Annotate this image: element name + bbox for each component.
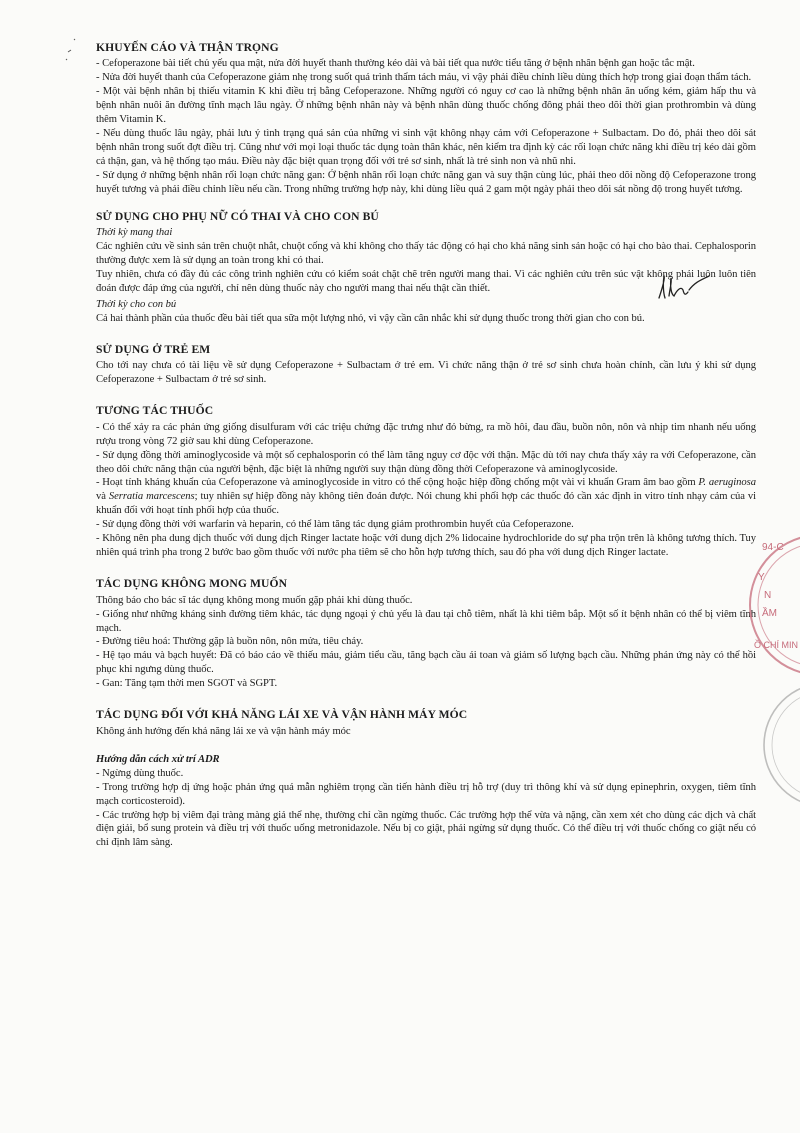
stamp-text: N (764, 590, 772, 601)
subheading: Thời kỳ cho con bú (96, 299, 177, 311)
section-title: SỬ DỤNG CHO PHỤ NỮ CÓ THAI VÀ CHO CON BÚ (96, 209, 379, 223)
paragraph: - Cefoperazone bài tiết chủ yếu qua mật, nửa đời huyết thanh thường kéo dài và bài tiết qua nước tiểu tăng ở bệnh nhân bệnh gan hoặc tắc mật. (96, 58, 695, 70)
paragraph: - Đường tiêu hoá: Thường gặp là buồn nôn, nôn mửa, tiêu chảy. (96, 636, 364, 648)
section-driving (96, 707, 756, 850)
section-title: TƯƠNG TÁC THUỐC (96, 404, 214, 418)
paragraph: - Các trường hợp bị viêm đại tràng màng giả thể nhẹ, thường chỉ cần ngừng thuốc. Các trường hợp thể vừa và nặng, cần xem xét cho dùng các dịch và chất điện giải, bổ sung protein và điều trị với thuốc uống metronidazole. Nếu bị co giật, phải ngừng sử dụng thuốc. Có thể điều trị với thuốc chống co giật nếu có chỉ định lâm sàng. (96, 809, 756, 849)
paragraph: Các nghiên cứu về sinh sản trên chuột nhắt, chuột cống và khỉ không cho thấy tác động có hại cho khả năng sinh sản hoặc có hại cho bào thai. Cephalosporin thường được xem là sử dụng an toàn trong khi có thai. (96, 241, 756, 267)
stamp-text: 94-C (762, 542, 784, 553)
section-title: SỬ DỤNG Ở TRẺ EM (96, 343, 211, 357)
stamp-text: Y (758, 572, 765, 583)
paragraph: - Nếu dùng thuốc lâu ngày, phải lưu ý tình trạng quá sản của những vi sinh vật không nhạy cảm với Cefoperazone + Sulbactam. Do đó, phải theo dõi sát bệnh nhân trong suốt đợt điều trị. Cũng như với mọi loại thuốc tác dụng toàn thân khác, nên kiểm tra định kỳ các rối loạn chức năng khi điều trị kéo dài gồm cả thận, gan, và hệ thống tạo máu. Điều này đặc biệt quan trọng đối với trẻ sơ sinh, nhất là trẻ sinh non và nhũ nhi. (96, 128, 756, 168)
paragraph: - Giống như những kháng sinh đường tiêm khác, tác dụng ngoại ý chủ yếu là đau tại chỗ tiêm, nhất là khi tiêm bắp. Một số ít bệnh nhân có thể bị viêm tĩnh mạch. (96, 608, 756, 634)
paragraph: - Có thể xảy ra các phản ứng giống disulfuram với các triệu chứng đặc trưng như đỏ bừng, ra mồ hôi, đau đầu, buồn nôn, nôn và nhịp tim nhanh nếu uống rượu trong vòng 72 giờ sau khi dùng Cefoperazone. (96, 421, 756, 447)
paragraph: - Sử dụng đồng thời aminoglycoside và một số cephalosporin có thể làm tăng nguy cơ độc với thận. Mặc dù tới nay chưa thấy xảy ra với Cefoperazone, cần theo dõi chức năng thận của người bệnh, đặc biệt là những người suy thận dùng đồng thời Cefoperazone và aminoglycoside. (96, 449, 756, 475)
subheading: Hướng dẫn cách xử trí ADR (96, 753, 220, 765)
paragraph: - Không nên pha dung dịch thuốc với dung dịch Ringer lactate hoặc với dung dịch 2% lidocaine hydrochloride do sự pha trộn trên là không tương thích. Tuy nhiên quá trình pha trong 2 bước bao gồm thuốc với nước pha tiêm sẽ cho hỗn hợp tương thích, sau đó pha với dung dịch Ringer lactate. (96, 533, 756, 559)
paragraph: Cho tới nay chưa có tài liệu về sử dụng Cefoperazone + Sulbactam ở trẻ em. Vì chức năng thận ở trẻ sơ sinh chưa hoàn chỉnh, cần lưu ý khi sử dụng Cefoperazone + Sulbactam ở trẻ sơ sinh. (96, 360, 756, 386)
paragraph: Thông báo cho bác sĩ tác dụng không mong muốn gặp phải khi dùng thuốc. (96, 594, 413, 606)
text-run: ; tuy nhiên sự hiệp đồng này không tiên đoán được. Nói chung khi phối hợp các thuốc đó cần xác định in vitro tính nhạy cảm của vi khuẩn đối với hoạt tính phối hợp của thuốc. (96, 491, 757, 517)
section-warnings (96, 40, 756, 197)
scan-artifact-mark (60, 30, 100, 70)
section-adverse-effects (96, 576, 756, 691)
stamp-text: Ồ CHÍ MIN (754, 640, 798, 650)
paragraph: - Gan: Tăng tạm thời men SGOT và SGPT. (96, 678, 278, 690)
paragraph: - Hệ tạo máu và bạch huyết: Đã có báo cáo về thiếu máu, giảm tiểu cầu, tăng bạch cầu ái toan và giảm số lượng bạch cầu. Những phản ứng này có thể hồi phục khi ngưng dùng thuốc. (96, 650, 756, 676)
section-title: TÁC DỤNG KHÔNG MONG MUỐN (96, 577, 288, 591)
section-pregnancy (96, 209, 756, 326)
paragraph: - Một vài bệnh nhân bị thiếu vitamin K khi điều trị bằng Cefoperazone. Những người có nguy cơ cao là những bệnh nhân ăn uống kém, giảm hấp thu và bệnh nhân nuôi ăn đường tĩnh mạch lâu ngày. Ở những bệnh nhân này và bệnh nhân dùng thuốc chống đông phải theo dõi thời gian prothrombin và dùng thêm Vitamin K. (96, 86, 756, 126)
company-stamp (742, 520, 800, 690)
species-name: P. aeruginosa (698, 477, 756, 489)
species-name: Serratia marcescens (108, 491, 195, 503)
signature-mark (655, 272, 715, 304)
paragraph: - Ngừng dùng thuốc. (96, 767, 184, 779)
paragraph: - Nửa đời huyết thanh của Cefoperazone giảm nhẹ trong suốt quá trình thẩm tách máu, vì vậy phải điều chỉnh liều dùng thích hợp trong giai đoạn thẩm tách. (96, 72, 752, 84)
paragraph: - Sử dụng đồng thời với warfarin và heparin, có thể làm tăng tác dụng giảm prothrombin huyết của Cefoperazone. (96, 519, 574, 531)
paragraph (96, 476, 756, 518)
paragraph: - Sử dụng ở những bệnh nhân rối loạn chức năng gan: Ở bệnh nhân rối loạn chức năng gan và suy thận cùng lúc, phải theo dõi nồng độ Cefoperazone trong huyết tương và phải điều chỉnh liều nếu cần. Trong những trường hợp này, khi dùng liều quá 2 gam một ngày phải theo dõi sát nồng độ trong huyết tương. (96, 170, 756, 196)
stamp-text: ẦM (762, 608, 777, 619)
text-run: và (96, 491, 109, 503)
document-page (96, 40, 756, 866)
section-interactions (96, 403, 756, 560)
paragraph: Không ảnh hưởng đến khả năng lái xe và vận hành máy móc (96, 725, 351, 737)
paragraph: Tuy nhiên, chưa có đầy đủ các công trình nghiên cứu có kiểm soát chặt chẽ trên người mang thai. Vì các nghiên cứu trên súc vật không phải luôn luôn tiên đoán được đáp ứng của người, chỉ nên dùng thuốc này cho người mang thai nếu thật cần thiết. (96, 269, 756, 295)
section-children (96, 342, 756, 387)
paragraph: Cả hai thành phần của thuốc đều bài tiết qua sữa một lượng nhỏ, vì vậy cần cân nhắc khi sử dụng thuốc trong thời gian cho con bú. (96, 313, 645, 325)
subheading: Thời kỳ mang thai (96, 227, 173, 239)
section-title: KHUYẾN CÁO VÀ THẬN TRỌNG (96, 41, 279, 54)
section-title: TÁC DỤNG ĐỐI VỚI KHẢ NĂNG LÁI XE VÀ VẬN HÀNH MÁY MÓC (96, 708, 468, 722)
secondary-stamp (748, 670, 800, 820)
text-run: - Hoạt tính kháng khuẩn của Cefoperazone và aminoglycoside in vitro có thể cộng hoặc hiệp đồng chống một vài vi khuẩn Gram âm bao gồm (96, 477, 699, 489)
paragraph: - Trong trường hợp dị ứng hoặc phản ứng quá mẫn nghiêm trọng cần tiến hành điều trị hỗ trợ (duy trì thông khí và sử dụng epinephrin, oxygen, tiêm tĩnh mạch corticosteroid). (96, 781, 756, 807)
